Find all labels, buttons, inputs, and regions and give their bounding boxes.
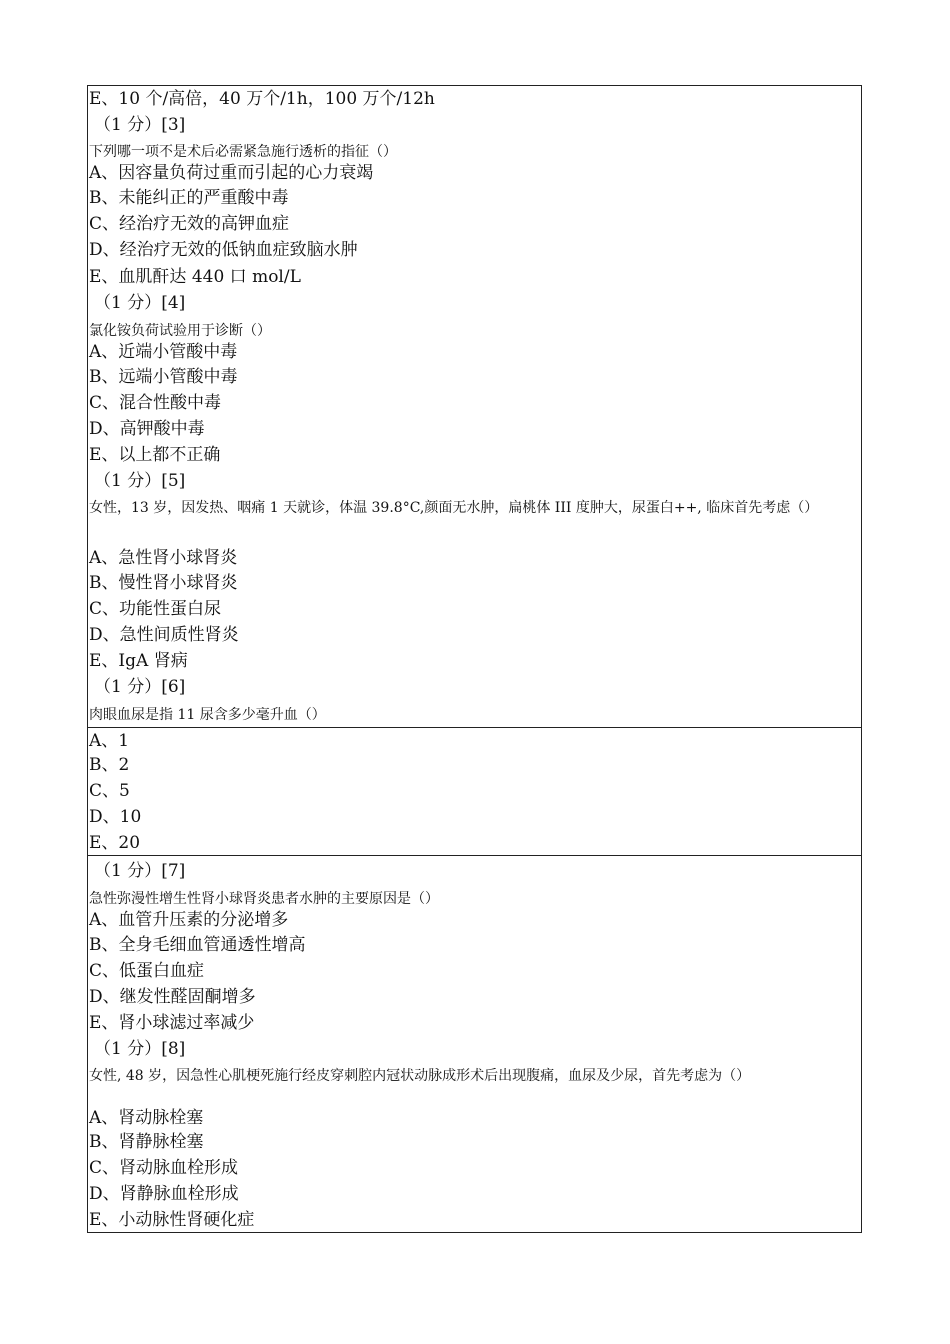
question-4-option-c: C、混合性酸中毒 xyxy=(89,393,222,413)
question-7-option-e: E、肾小球滤过率减少 xyxy=(89,1013,255,1033)
question-3-option-a: A、因容量负荷过重而引起的心力衰竭 xyxy=(89,163,374,183)
question-8-option-d: D、肾静脉血栓形成 xyxy=(89,1184,239,1204)
question-3-option-b: B、未能纠正的严重酸中毒 xyxy=(89,188,289,208)
question-4-option-a: A、近端小管酸中毒 xyxy=(89,342,238,362)
question-block-1 xyxy=(87,85,862,728)
question-8-option-b: B、肾静脉栓塞 xyxy=(89,1132,204,1152)
question-6-score: （1 分）[6] xyxy=(94,677,186,697)
question-8-option-a: A、肾动脉栓塞 xyxy=(89,1108,204,1128)
question-6-option-b: B、2 xyxy=(89,755,130,775)
question-4-option-b: B、远端小管酸中毒 xyxy=(89,367,238,387)
question-8-text: 女性, 48 岁，因急性心肌梗死施行经皮穿刺腔内冠状动脉成形术后出现腹痛，血尿及少尿，首先考虑为（） xyxy=(89,1068,751,1084)
question-block-3 xyxy=(87,855,862,1233)
question-3-option-c: C、经治疗无效的高钾血症 xyxy=(89,214,290,234)
question-7-option-d: D、继发性醛固酮增多 xyxy=(89,987,256,1007)
option-e-prev: E、10 个/高倍，40 万个/1h，100 万个/12h xyxy=(89,89,435,109)
question-6-option-a: A、1 xyxy=(89,731,130,751)
question-5-text: 女性，13 岁，因发热、咽痛 1 天就诊，体温 39.8°C,颜面无水肿，扁桃体 III 度肿大，尿蛋白++, 临床首先考虑（） xyxy=(89,500,819,516)
question-4-option-e: E、以上都不正确 xyxy=(89,445,221,465)
question-5-option-a: A、急性肾小球肾炎 xyxy=(89,548,238,568)
question-6-options-block xyxy=(87,727,862,856)
question-6-option-c: C、5 xyxy=(89,781,130,801)
question-4-score: （1 分）[4] xyxy=(94,293,186,313)
question-8-option-c: C、肾动脉血栓形成 xyxy=(89,1158,239,1178)
question-7-score: （1 分）[7] xyxy=(94,861,186,881)
question-7-text: 急性弥漫性增生性肾小球肾炎患者水肿的主要原因是（） xyxy=(89,891,439,907)
question-3-score: （1 分）[3] xyxy=(94,115,186,135)
question-3-option-e: E、血肌酐达 440 口 mol/L xyxy=(89,267,301,287)
question-5-option-b: B、慢性肾小球肾炎 xyxy=(89,573,238,593)
question-5-option-d: D、急性间质性肾炎 xyxy=(89,625,239,645)
question-7-option-c: C、低蛋白血症 xyxy=(89,961,205,981)
question-5-option-c: C、功能性蛋白尿 xyxy=(89,599,222,619)
question-4-text: 氯化铵负荷试验用于诊断（） xyxy=(89,323,271,339)
question-6-text: 肉眼血尿是指 11 尿含多少毫升血（） xyxy=(89,707,326,723)
question-4-option-d: D、高钾酸中毒 xyxy=(89,419,205,439)
question-6-option-e: E、20 xyxy=(89,833,141,853)
question-7-option-b: B、全身毛细血管通透性增高 xyxy=(89,935,306,955)
question-5-option-e: E、IgA 肾病 xyxy=(89,651,188,671)
question-7-option-a: A、血管升压素的分泌增多 xyxy=(89,910,289,930)
question-8-score: （1 分）[8] xyxy=(94,1039,186,1059)
question-3-text: 下列哪一项不是术后必需紧急施行透析的指征（） xyxy=(89,144,397,160)
question-5-score: （1 分）[5] xyxy=(94,471,186,491)
question-8-option-e: E、小动脉性肾硬化症 xyxy=(89,1210,255,1230)
question-6-option-d: D、10 xyxy=(89,807,142,827)
question-3-option-d: D、经治疗无效的低钠血症致脑水肿 xyxy=(89,240,358,260)
